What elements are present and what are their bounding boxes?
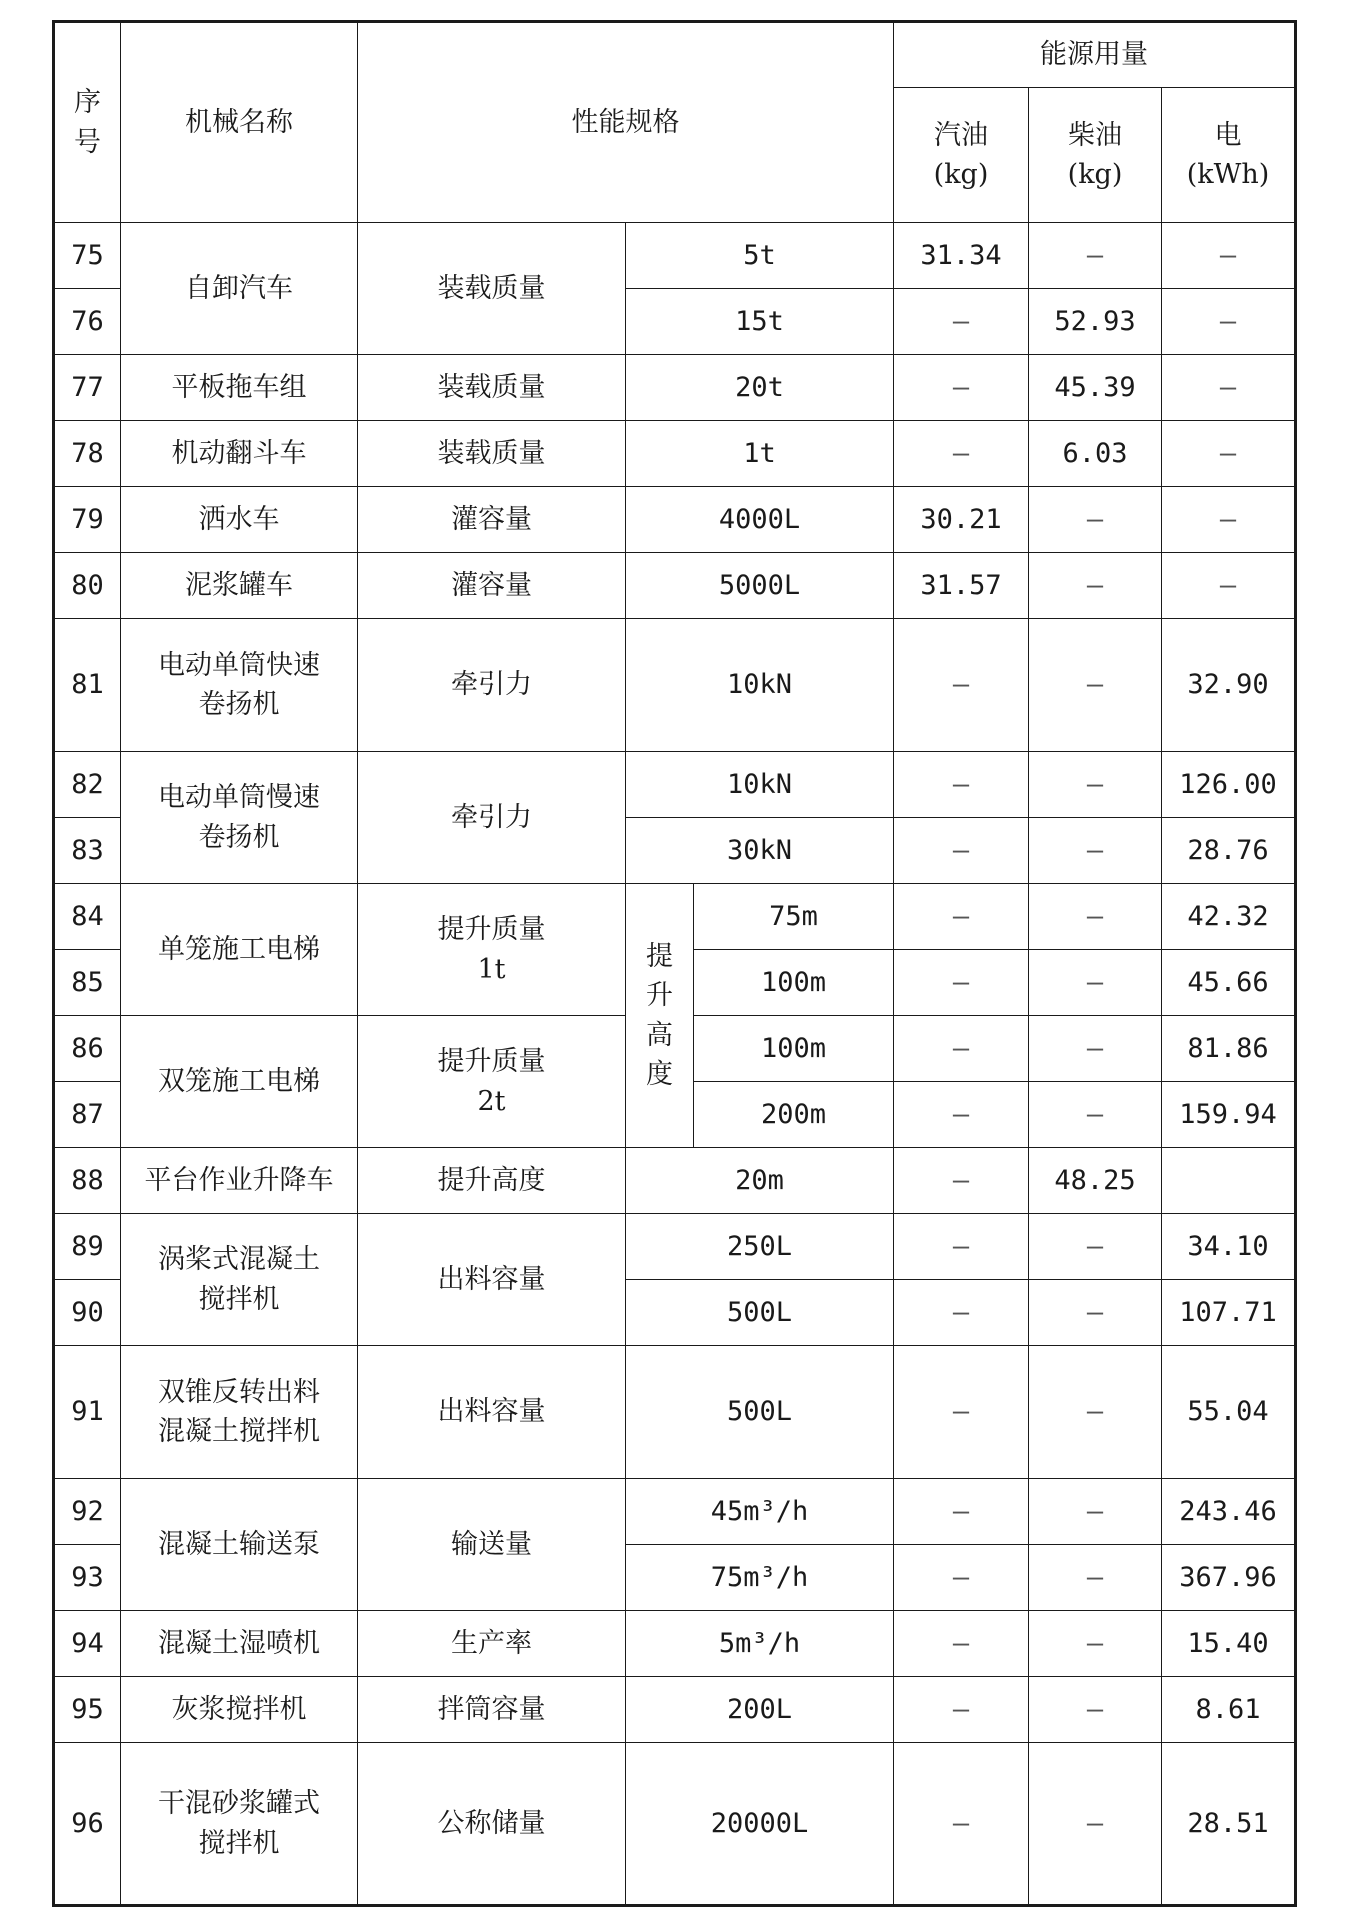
machine-name: 混凝土输送泵 — [121, 1479, 358, 1611]
machine-name: 单笼施工电梯 — [121, 884, 358, 1016]
diesel-value: — — [1029, 752, 1162, 818]
gasoline-value: — — [894, 884, 1029, 950]
diesel-value: 6.03 — [1029, 421, 1162, 487]
electric-value: — — [1162, 223, 1296, 289]
row-number: 83 — [54, 818, 121, 884]
electric-value: — — [1162, 553, 1296, 619]
machine-name: 双锥反转出料 混凝土搅拌机 — [121, 1346, 358, 1479]
diesel-value: — — [1029, 818, 1162, 884]
spec-parameter: 牵引力 — [358, 619, 626, 752]
gasoline-value: — — [894, 421, 1029, 487]
electric-value: 81.86 — [1162, 1016, 1296, 1082]
spec-value: 5m³/h — [626, 1611, 894, 1677]
row-number: 81 — [54, 619, 121, 752]
spec-value: 4000L — [626, 487, 894, 553]
row-number: 96 — [54, 1743, 121, 1906]
spec-value: 30kN — [626, 818, 894, 884]
header-row — [54, 22, 1296, 88]
table-row — [54, 1148, 1296, 1214]
machine-name: 涡桨式混凝土 搅拌机 — [121, 1214, 358, 1346]
machine-name: 平板拖车组 — [121, 355, 358, 421]
spec-value: 100m — [694, 950, 894, 1016]
diesel-value: — — [1029, 619, 1162, 752]
electric-value: 42.32 — [1162, 884, 1296, 950]
spec-parameter: 装载质量 — [358, 355, 626, 421]
table-row — [54, 619, 1296, 752]
diesel-value: — — [1029, 553, 1162, 619]
spec-parameter: 生产率 — [358, 1611, 626, 1677]
machine-name: 灰浆搅拌机 — [121, 1677, 358, 1743]
diesel-value: — — [1029, 1016, 1162, 1082]
diesel-value: 48.25 — [1029, 1148, 1162, 1214]
gasoline-value: — — [894, 752, 1029, 818]
diesel-value: — — [1029, 950, 1162, 1016]
row-number: 88 — [54, 1148, 121, 1214]
row-number: 75 — [54, 223, 121, 289]
spec-value: 20000L — [626, 1743, 894, 1906]
spec-value: 20t — [626, 355, 894, 421]
gasoline-value: — — [894, 1148, 1029, 1214]
header-seq: 序 号 — [54, 22, 121, 223]
spec-value: 45m³/h — [626, 1479, 894, 1545]
diesel-value: — — [1029, 487, 1162, 553]
spec-parameter: 提升质量 2t — [358, 1016, 626, 1148]
row-number: 79 — [54, 487, 121, 553]
spec-parameter: 灌容量 — [358, 553, 626, 619]
row-number: 93 — [54, 1545, 121, 1611]
machine-name: 电动单筒快速 卷扬机 — [121, 619, 358, 752]
gasoline-value: — — [894, 1479, 1029, 1545]
diesel-value: — — [1029, 1677, 1162, 1743]
diesel-value: — — [1029, 1743, 1162, 1906]
diesel-value: — — [1029, 223, 1162, 289]
diesel-value: 52.93 — [1029, 289, 1162, 355]
spec-parameter: 出料容量 — [358, 1214, 626, 1346]
diesel-value: — — [1029, 1082, 1162, 1148]
row-number: 86 — [54, 1016, 121, 1082]
machine-name: 混凝土湿喷机 — [121, 1611, 358, 1677]
table-row — [54, 1677, 1296, 1743]
spec-parameter: 装载质量 — [358, 223, 626, 355]
electric-value: 45.66 — [1162, 950, 1296, 1016]
spec-value: 20m — [626, 1148, 894, 1214]
electric-value: 159.94 — [1162, 1082, 1296, 1148]
electric-value: 28.51 — [1162, 1743, 1296, 1906]
machine-name: 自卸汽车 — [121, 223, 358, 355]
gasoline-value: 31.34 — [894, 223, 1029, 289]
table-row — [54, 223, 1296, 289]
diesel-value: — — [1029, 1214, 1162, 1280]
lift-height-label: 提 升 高 度 — [626, 884, 694, 1148]
machine-name: 电动单筒慢速 卷扬机 — [121, 752, 358, 884]
spec-parameter: 灌容量 — [358, 487, 626, 553]
spec-parameter: 输送量 — [358, 1479, 626, 1611]
gasoline-value: — — [894, 619, 1029, 752]
spec-value: 5t — [626, 223, 894, 289]
row-number: 77 — [54, 355, 121, 421]
machine-name: 洒水车 — [121, 487, 358, 553]
electric-value: 8.61 — [1162, 1677, 1296, 1743]
spec-value: 75m — [694, 884, 894, 950]
machine-name: 泥浆罐车 — [121, 553, 358, 619]
table-row — [54, 1479, 1296, 1545]
table-row — [54, 487, 1296, 553]
header-name: 机械名称 — [121, 22, 358, 223]
electric-value — [1162, 1148, 1296, 1214]
header-electric: 电 (kWh) — [1162, 88, 1296, 223]
spec-parameter: 提升质量 1t — [358, 884, 626, 1016]
spec-value: 500L — [626, 1280, 894, 1346]
row-number: 90 — [54, 1280, 121, 1346]
gasoline-value: — — [894, 1082, 1029, 1148]
gasoline-value: — — [894, 289, 1029, 355]
machine-name: 双笼施工电梯 — [121, 1016, 358, 1148]
spec-parameter: 装载质量 — [358, 421, 626, 487]
spec-parameter: 牵引力 — [358, 752, 626, 884]
row-number: 84 — [54, 884, 121, 950]
energy-consumption-table — [52, 20, 1297, 1907]
gasoline-value: — — [894, 1611, 1029, 1677]
spec-value: 500L — [626, 1346, 894, 1479]
gasoline-value: — — [894, 1016, 1029, 1082]
diesel-value: — — [1029, 1479, 1162, 1545]
machine-name: 机动翻斗车 — [121, 421, 358, 487]
electric-value: 32.90 — [1162, 619, 1296, 752]
spec-value: 1t — [626, 421, 894, 487]
spec-value: 5000L — [626, 553, 894, 619]
header-energy: 能源用量 — [894, 22, 1296, 88]
diesel-value: — — [1029, 1280, 1162, 1346]
table-row — [54, 355, 1296, 421]
spec-value: 100m — [694, 1016, 894, 1082]
table-row — [54, 1214, 1296, 1280]
row-number: 85 — [54, 950, 121, 1016]
row-number: 95 — [54, 1677, 121, 1743]
spec-parameter: 提升高度 — [358, 1148, 626, 1214]
electric-value: 55.04 — [1162, 1346, 1296, 1479]
gasoline-value: 30.21 — [894, 487, 1029, 553]
gasoline-value: — — [894, 818, 1029, 884]
gasoline-value: — — [894, 1677, 1029, 1743]
row-number: 89 — [54, 1214, 121, 1280]
electric-value: 243.46 — [1162, 1479, 1296, 1545]
electric-value: 367.96 — [1162, 1545, 1296, 1611]
gasoline-value: — — [894, 1280, 1029, 1346]
table-row — [54, 553, 1296, 619]
table-row — [54, 884, 1296, 950]
gasoline-value: — — [894, 1545, 1029, 1611]
spec-value: 10kN — [626, 752, 894, 818]
spec-value: 75m³/h — [626, 1545, 894, 1611]
diesel-value: — — [1029, 884, 1162, 950]
row-number: 76 — [54, 289, 121, 355]
spec-value: 10kN — [626, 619, 894, 752]
table-row — [54, 1743, 1296, 1906]
electric-value: 28.76 — [1162, 818, 1296, 884]
gasoline-value: — — [894, 1214, 1029, 1280]
row-number: 91 — [54, 1346, 121, 1479]
spec-value: 250L — [626, 1214, 894, 1280]
gasoline-value: — — [894, 950, 1029, 1016]
spec-value: 200L — [626, 1677, 894, 1743]
electric-value: — — [1162, 355, 1296, 421]
spec-parameter: 公称储量 — [358, 1743, 626, 1906]
electric-value: — — [1162, 421, 1296, 487]
spec-parameter: 出料容量 — [358, 1346, 626, 1479]
header-diesel: 柴油 (kg) — [1029, 88, 1162, 223]
electric-value: 107.71 — [1162, 1280, 1296, 1346]
row-number: 92 — [54, 1479, 121, 1545]
spec-parameter: 拌筒容量 — [358, 1677, 626, 1743]
gasoline-value: — — [894, 1346, 1029, 1479]
document-page — [52, 20, 1294, 1904]
table-row — [54, 1611, 1296, 1677]
row-number: 78 — [54, 421, 121, 487]
table-row — [54, 752, 1296, 818]
table-row — [54, 421, 1296, 487]
diesel-value: — — [1029, 1611, 1162, 1677]
electric-value: 34.10 — [1162, 1214, 1296, 1280]
diesel-value: — — [1029, 1346, 1162, 1479]
row-number: 87 — [54, 1082, 121, 1148]
row-number: 82 — [54, 752, 121, 818]
spec-value: 200m — [694, 1082, 894, 1148]
table-row — [54, 1346, 1296, 1479]
machine-name: 干混砂浆罐式 搅拌机 — [121, 1743, 358, 1906]
diesel-value: 45.39 — [1029, 355, 1162, 421]
diesel-value: — — [1029, 1545, 1162, 1611]
machine-name: 平台作业升降车 — [121, 1148, 358, 1214]
gasoline-value: — — [894, 355, 1029, 421]
electric-value: 126.00 — [1162, 752, 1296, 818]
electric-value: 15.40 — [1162, 1611, 1296, 1677]
row-number: 94 — [54, 1611, 121, 1677]
spec-value: 15t — [626, 289, 894, 355]
header-gasoline: 汽油 (kg) — [894, 88, 1029, 223]
gasoline-value: — — [894, 1743, 1029, 1906]
electric-value: — — [1162, 487, 1296, 553]
electric-value: — — [1162, 289, 1296, 355]
gasoline-value: 31.57 — [894, 553, 1029, 619]
row-number: 80 — [54, 553, 121, 619]
header-spec: 性能规格 — [358, 22, 894, 223]
